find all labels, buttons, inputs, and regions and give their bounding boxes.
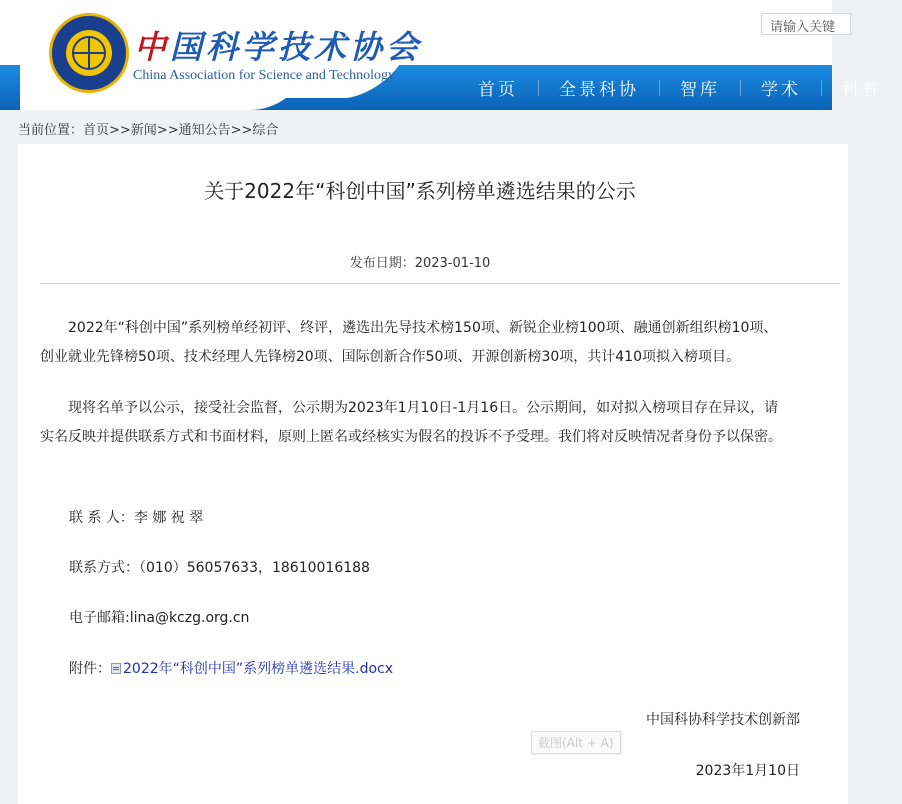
- breadcrumb: [18, 119, 278, 138]
- divider: [40, 283, 840, 284]
- search-input[interactable]: 请输入关键: [761, 13, 851, 35]
- publish-date: 发布日期：2023-01-10: [349, 256, 491, 271]
- nav-item-science-pop[interactable]: 科普: [842, 80, 882, 100]
- contact-person: 联 系 人：李 娜 祝 翠: [69, 510, 204, 526]
- logo-emblem-icon[interactable]: [49, 13, 129, 93]
- attachment: 附件： 2022年“科创中国”系列榜单遴选结果.docx: [69, 661, 394, 677]
- document-icon: [111, 663, 121, 674]
- nav-item-think-tank[interactable]: 智库: [680, 80, 720, 100]
- nav-item-home[interactable]: 首页: [478, 80, 518, 100]
- site-header: [0, 0, 882, 110]
- breadcrumb-path[interactable]: 首页>>新闻>>通知公告>>综合: [83, 123, 279, 138]
- contact-email: 电子邮箱:lina@kczg.org.cn: [69, 610, 250, 626]
- article-paragraph: 现将名单予以公示，接受社会监督，公示期为2023年1月10日-1月16日。公示期间，如对拟入榜项目存在异议，请实名反映并提供联系方式和书面材料，原则上匿名或经核实为假名的投诉不予受理。我们将对反映情况者身份予以保密。: [40, 400, 782, 445]
- signature-org: 中国科协科学技术创新部: [646, 712, 800, 728]
- attachment-link[interactable]: 2022年“科创中国”系列榜单遴选结果.docx: [123, 661, 394, 677]
- article-title: 关于2022年“科创中国”系列榜单遴选结果的公示: [204, 179, 636, 203]
- breadcrumb-label: 当前位置：: [18, 123, 84, 138]
- main-nav: [458, 65, 902, 110]
- screenshot-tooltip: 截图(Alt + A): [531, 731, 621, 754]
- signature-date: 2023年1月10日: [695, 763, 800, 779]
- logo-text-en[interactable]: China Association for Science and Technology: [133, 68, 395, 83]
- contact-phone: 联系方式：（010）56057633，18610016188: [69, 560, 370, 576]
- nav-item-panorama[interactable]: 全景科协: [559, 80, 639, 100]
- nav-item-academic[interactable]: 学术: [761, 80, 801, 100]
- article-paragraph: 2022年“科创中国”系列榜单经初评、终评，遴选出先导技术榜150项、新锐企业榜100项、融通创新组织榜10项、创业就业先锋榜50项、技术经理人先锋榜20项、国际创新合作50项、开源创新榜30项，共计410项拟入榜项目。: [40, 320, 778, 365]
- article-panel: [18, 144, 848, 804]
- logo-text-cn[interactable]: 中国科学技术协会: [134, 28, 423, 66]
